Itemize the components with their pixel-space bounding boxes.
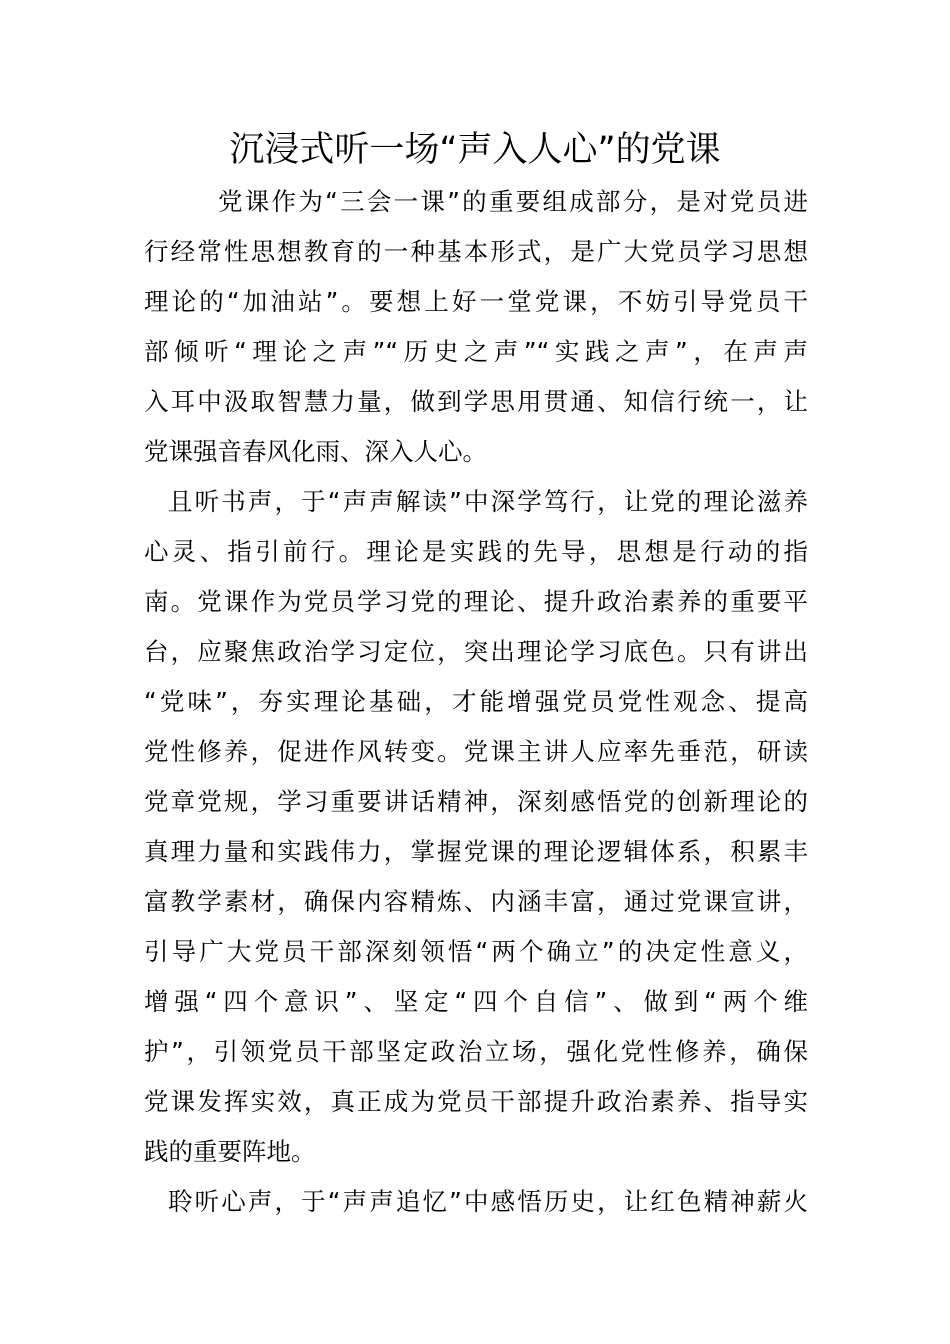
paragraph-1-line-4: 部倾听“理论之声”“历史之声”“实践之声”，在声声 [144,337,808,366]
paragraph-1-line-2: 行经常性思想教育的一种基本形式，是广大党员学习思想 [144,237,808,266]
paragraph-3-line-1: 聆听心声，于“声声追忆”中感悟历史，让红色精神薪火 [168,1187,808,1216]
paragraph-2-line-4: 台，应聚焦政治学习定位，突出理论学习底色。只有讲出 [144,637,808,666]
paragraph-2-line-13: 党课发挥实效，真正成为党员干部提升政治素养、指导实 [144,1087,808,1116]
paragraph-2-line-7: 党章党规，学习重要讲话精神，深刻感悟党的创新理论的 [144,787,808,816]
paragraph-2-line-9: 富教学素材，确保内容精炼、内涵丰富，通过党课宣讲， [144,887,808,916]
paragraph-2-line-14: 践的重要阵地。 [144,1137,316,1166]
paragraph-2-line-1: 且听书声，于“声声解读”中深学笃行，让党的理论滋养 [168,487,808,516]
paragraph-2-line-8: 真理力量和实践伟力，掌握党课的理论逻辑体系，积累丰 [144,837,808,866]
paragraph-2-line-5: “党味”，夯实理论基础，才能增强党员党性观念、提高 [144,687,808,716]
paragraph-1-line-5: 入耳中汲取智慧力量，做到学思用贯通、知信行统一，让 [144,387,808,416]
paragraph-1-line-3: 理论的“加油站”。要想上好一堂党课，不妨引导党员干 [144,287,808,316]
page-title: 沉浸式听一场“声入人心”的党课 [229,130,721,170]
paragraph-2-line-11: 增强“四个意识”、坚定“四个自信”、做到“两个维 [144,987,808,1016]
document-body [144,177,808,1227]
paragraph-2-line-12: 护”，引领党员干部坚定政治立场，强化党性修养，确保 [144,1037,808,1066]
paragraph-2-line-6: 党性修养，促进作风转变。党课主讲人应率先垂范，研读 [144,737,808,766]
paragraph-2-line-3: 南。党课作为党员学习党的理论、提升政治素养的重要平 [144,587,808,616]
paragraph-1-line-1: 党课作为“三会一课”的重要组成部分，是对党员进 [218,187,808,216]
paragraph-1-line-6: 党课强音春风化雨、深入人心。 [144,437,487,466]
paragraph-2-line-2: 心灵、指引前行。理论是实践的先导，思想是行动的指 [144,537,808,566]
paragraph-2-line-10: 引导广大党员干部深刻领悟“两个确立”的决定性意义， [144,937,808,966]
